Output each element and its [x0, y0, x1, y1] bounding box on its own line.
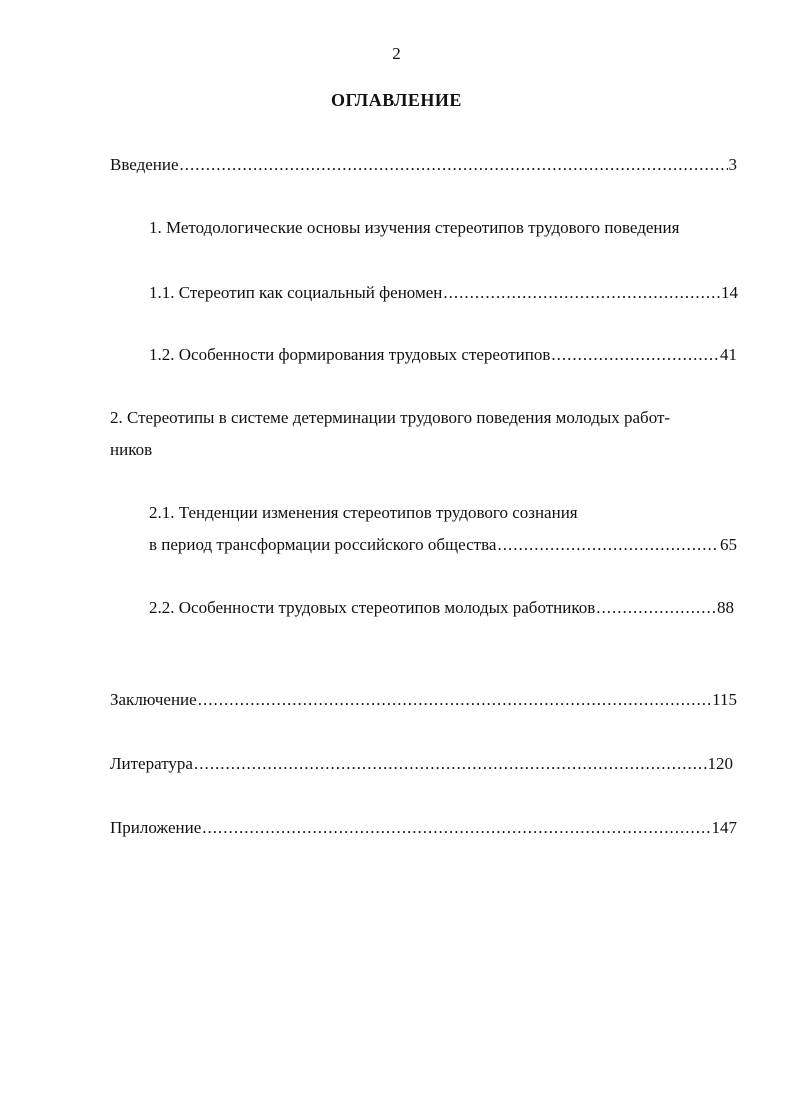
toc-entry-page: 14 [721, 283, 738, 302]
toc-entry-appendix[interactable] [110, 818, 737, 838]
toc-entry-label: 1.2. Особенности формирования трудовых стереотипов [149, 345, 551, 364]
toc-entry-label: Литература [110, 754, 193, 773]
toc-entry-page: 120 [707, 754, 733, 773]
dot-leader [596, 598, 716, 618]
toc-entry-page: 115 [712, 690, 737, 709]
toc-entry-page: 65 [720, 535, 737, 554]
toc-entry-page: 147 [711, 818, 737, 837]
toc-entry-label: 2.2. Особенности трудовых стереотипов молодых работников [149, 598, 596, 617]
toc-entry-label: Заключение [110, 690, 197, 709]
toc-entry-1-2[interactable] [149, 345, 737, 365]
toc-entry-page: 3 [728, 155, 737, 174]
dot-leader [202, 818, 710, 838]
toc-entry-page: 88 [717, 598, 734, 617]
toc-chapter-2-heading: 2. Стереотипы в системе детерминации трудового поведения молодых работ- [110, 408, 671, 427]
toc-entry-1-1[interactable] [149, 283, 738, 303]
dot-leader [194, 754, 707, 774]
page-number: 2 [392, 44, 401, 63]
toc-entry-label: Приложение [110, 818, 202, 837]
toc-entry-page: 41 [720, 345, 737, 364]
toc-title: ОГЛАВЛЕНИЕ [331, 90, 462, 110]
toc-chapter-1-heading: 1. Методологические основы изучения стереотипов трудового поведения [149, 218, 680, 237]
toc-entry-intro[interactable] [110, 155, 737, 175]
toc-entry-2-2[interactable] [149, 598, 734, 618]
dot-leader [551, 345, 719, 365]
dot-leader [443, 283, 720, 303]
toc-entry-label: в период трансформации российского общества [149, 535, 497, 554]
toc-entry-2-1[interactable] [149, 535, 737, 555]
toc-entry-literature[interactable] [110, 754, 733, 774]
toc-chapter-2-heading-cont: ников [110, 440, 153, 459]
dot-leader [180, 155, 728, 175]
dot-leader [497, 535, 719, 555]
toc-entry-conclusion[interactable] [110, 690, 737, 710]
toc-entry-2-1-line1: 2.1. Тенденции изменения стереотипов трудового сознания [149, 503, 578, 522]
dot-leader [198, 690, 711, 710]
toc-entry-label: Введение [110, 155, 179, 174]
toc-entry-label: 1.1. Стереотип как социальный феномен [149, 283, 443, 302]
